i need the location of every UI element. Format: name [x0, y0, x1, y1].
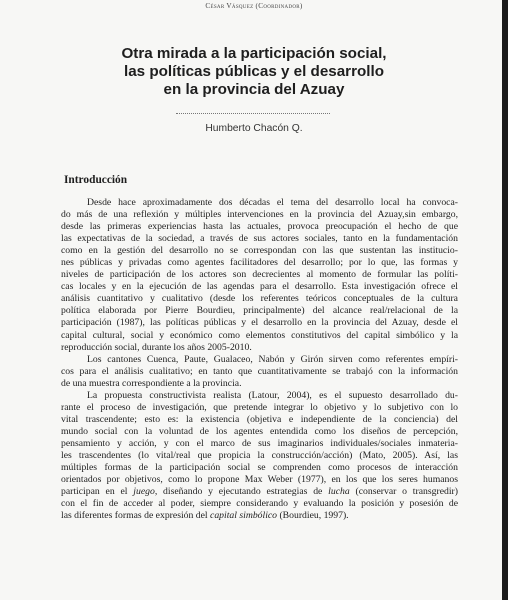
italic-term: lucha: [328, 486, 350, 498]
body-line: capital cultural, social y económico como elementos constitutivos del capital simbólico y la: [61, 329, 458, 341]
italic-term: juego: [133, 486, 155, 498]
body-line: vital trascendente; esto es: la existencia (objetiva e independiente de la conciencia) del: [61, 413, 458, 425]
body-line: do más de una reflexión y múltiples intervenciones en la provincia del Azuay,sin embargo,: [61, 209, 458, 221]
body-line: con el fin de acceder al poder, siempre considerando y evaluando la posición y posesión de: [61, 498, 458, 510]
running-header: [0, 2, 508, 10]
author-name: Humberto Chacón Q.: [205, 123, 303, 134]
body-line: Desde hace aproximadamente dos décadas el tema del desarrollo local ha convoca-: [87, 197, 458, 208]
body-line: participan en el juego, diseñando y ejecutando estrategias de lucha (conservar o transgredir): [61, 486, 459, 498]
chapter-title: [40, 45, 468, 99]
body-line: rante el proceso de investigación, que pretende integrar lo objetivo y lo subjetivo con lo: [61, 401, 458, 413]
body-line: desde las primeras experiencias hasta las actuales, provoca preocupación el hecho de que: [61, 221, 458, 233]
body-line: política elaborada por Pierre Bourdieu, principalmente) del alcance real/relacional de la: [61, 305, 458, 317]
page-edge: [502, 0, 508, 600]
body-line: análisis cuantitativo y cualitativo (desde los referentes teóricos conceptuales de la cultura: [61, 293, 458, 305]
body-line: Los cantones Cuenca, Paute, Gualaceo, Nabón y Girón sirven como referentes empíri-: [87, 353, 458, 365]
body-line: cas locales y en la ejecución de las agendas para el desarrollo. Esta investigación ofrece el: [61, 281, 458, 293]
chapter-title-line: en la provincia del Azuay: [163, 81, 345, 98]
body-line: de una muestra correspondiente a la provincia.: [61, 377, 242, 389]
section-heading: Introducción: [64, 174, 128, 186]
body-line: orientados por objetivos, como lo propone Max Weber (1977), en los que los seres humanos: [61, 474, 458, 486]
body-line: participación (1987), las políticas públicas y el desarrollo en la provincia del Azuay, desde el: [61, 317, 458, 329]
italic-term: capital simbólico: [210, 510, 278, 522]
body-line: cos para el análisis cualitativo; en tanto que cuantitativamente se trabajó con la información: [61, 365, 458, 377]
body-line: múltiples formas de la participación social se comprenden como procesos de interacción: [61, 462, 458, 474]
chapter-title-line: las políticas públicas y el desarrollo: [124, 63, 384, 80]
chapter-title-line: Otra mirada a la participación social,: [121, 45, 387, 62]
dotted-divider: [176, 113, 330, 114]
body-line: pensamiento y acción, y con el marco de sus imaginarios individuales/sociales inmateria-: [61, 437, 458, 449]
body-line: mundo social con la voluntad de los agentes entendida como los diseños de percepción,: [61, 425, 458, 437]
body-line: niveles de participación de los actores son decrecientes al momento de formular las políti-: [61, 269, 458, 281]
body-line: nes públicas y privadas como agentes facilitadores del desarrollo; por lo que, las formas y: [61, 257, 458, 269]
body-text: [61, 197, 458, 522]
body-line: les trascendentes (lo vital/real que propicia la construcción/acción) (Mato, 2005). Así, las: [61, 449, 458, 461]
running-header-text: César Vásquez (Coordinador): [205, 2, 303, 10]
body-line: La propuesta constructivista realista (Latour, 2004), es el supuesto desarrollado du-: [87, 389, 458, 401]
body-line: reproducción social, durante los años 2005-2010.: [61, 341, 252, 353]
body-line: como en la gestión del desarrollo no se correspondan con las que sustentan las institucio-: [61, 245, 458, 257]
body-line: las diferentes formas de expresión del capital simbólico (Bourdieu, 1997).: [61, 510, 349, 522]
body-line: las expectativas de la sociedad, a través de sus actores sociales, tanto en la fundamentación: [61, 233, 458, 245]
